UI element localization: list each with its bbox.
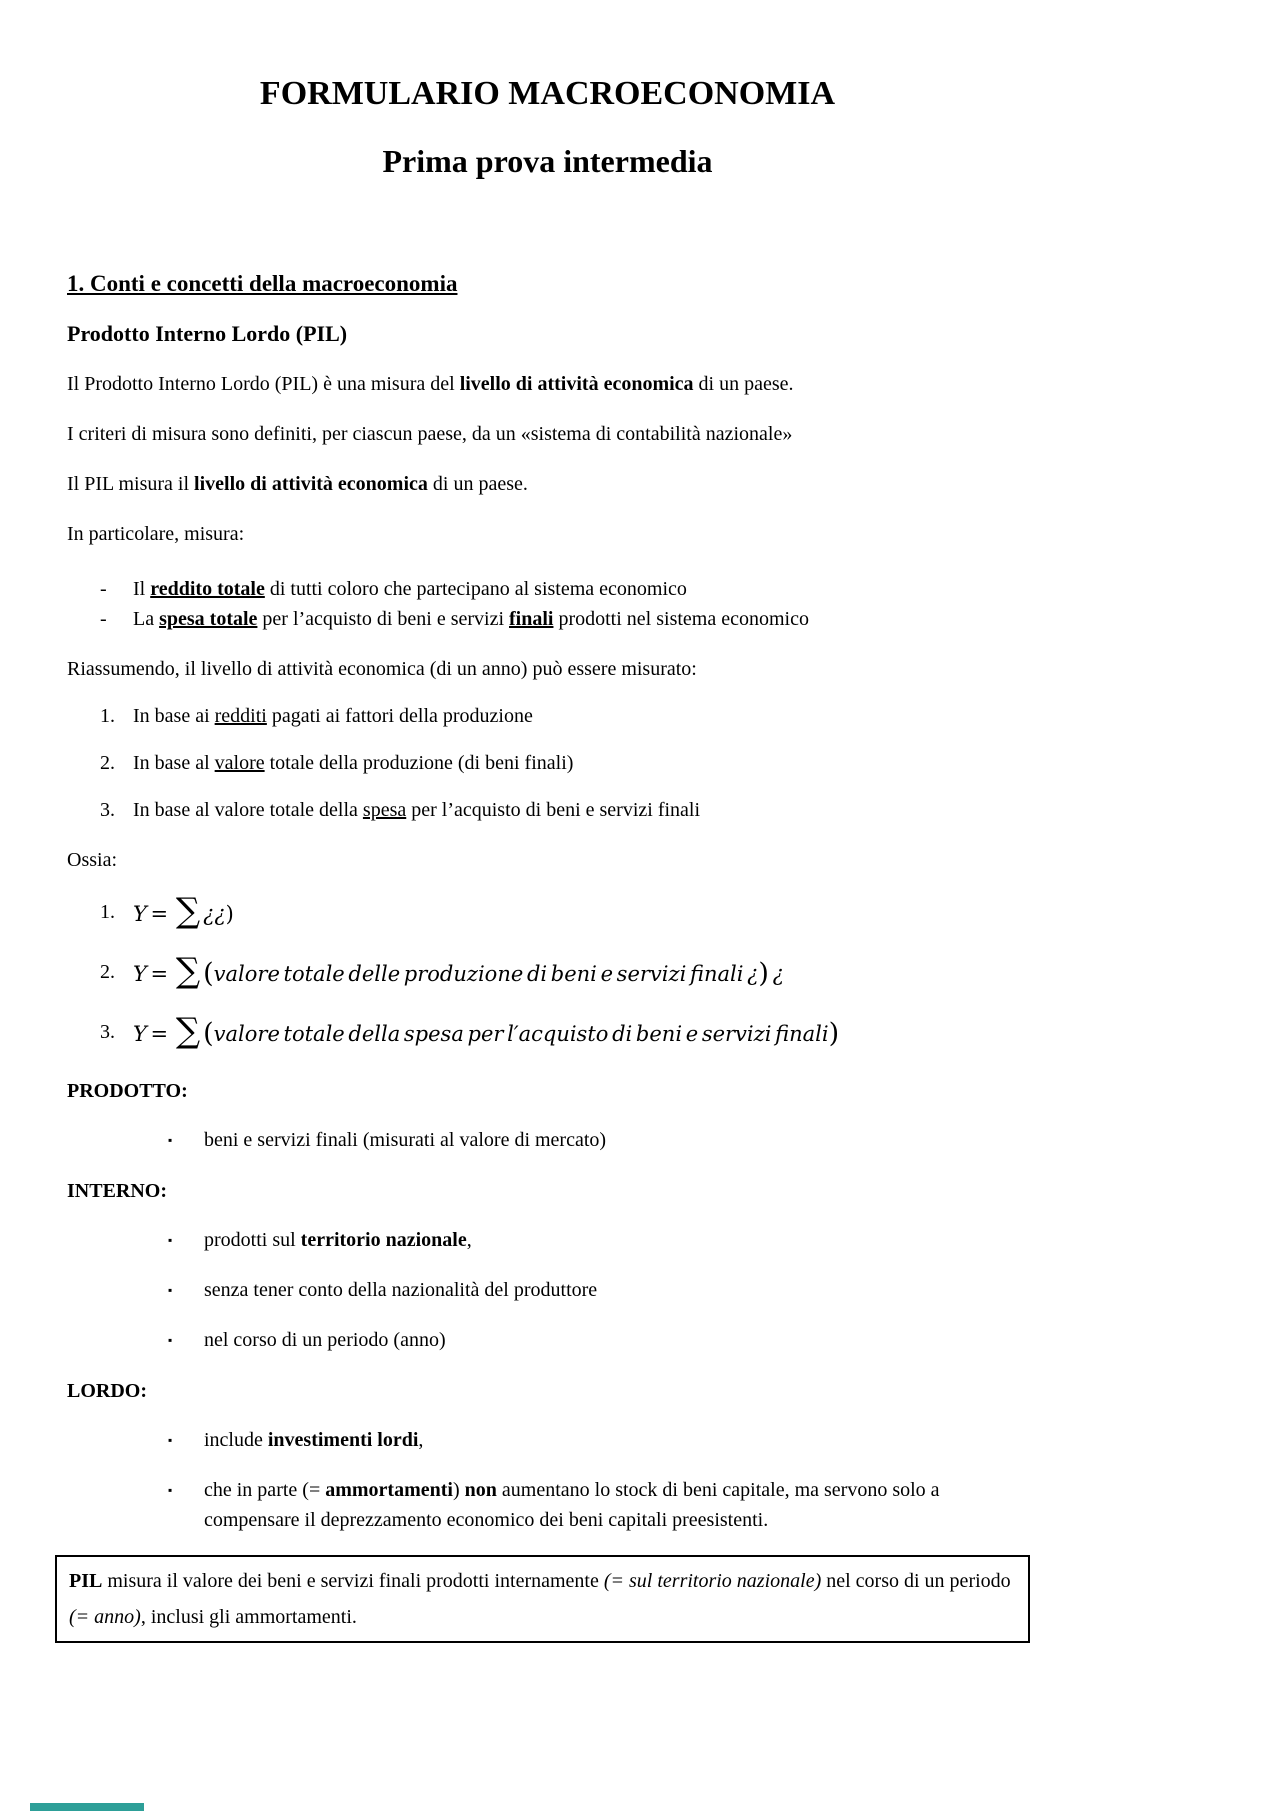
list-number: 1.	[100, 900, 115, 923]
definition-bullet	[67, 1475, 1028, 1535]
page-title: FORMULARIO MACROECONOMIA	[259, 75, 836, 112]
list-item-text: La spesa totale per l’acquisto di beni e servizi finali prodotti nel sistema economico	[133, 608, 809, 630]
definition-bullet	[67, 1425, 1028, 1455]
bullet-text: beni e servizi finali (misurati al valore di mercato)	[204, 1129, 607, 1151]
dash-marker: -	[100, 578, 107, 600]
paragraph-criteri: I criteri di misura sono definiti, per ciascun paese, da un «sistema di contabilità nazionale»	[67, 423, 793, 445]
list-number: 3.	[100, 799, 115, 821]
paragraph-in-particolare: In particolare, misura:	[67, 523, 245, 545]
list-number: 1.	[100, 705, 115, 727]
definition-term: LORDO:	[67, 1380, 147, 1402]
bullet-text: nel corso di un periodo (anno)	[204, 1329, 446, 1351]
section-heading: 1. Conti e concetti della macroeconomia	[67, 271, 458, 296]
paragraph-ossia: Ossia:	[67, 849, 117, 871]
paragraph-pil-definition: Il Prodotto Interno Lordo (PIL) è una misura del livello di attività economica di un paese.	[67, 373, 794, 395]
bullet-text: che in parte (= ammortamenti) non aumentano lo stock di beni capitale, ma servono solo a compensare il deprezzamento economico dei beni capitali preesistenti.	[204, 1479, 940, 1531]
subsection-heading: Prodotto Interno Lordo (PIL)	[67, 321, 348, 346]
list-number: 2.	[100, 752, 115, 774]
definition-term: PRODOTTO:	[67, 1080, 188, 1102]
definition-bullet	[67, 1275, 1028, 1305]
document-content	[67, 0, 1028, 1643]
measure-numbered-list	[67, 703, 1028, 824]
formula-income: Y = ∑ ¿¿)	[133, 890, 234, 931]
square-bullet-icon: ▪	[168, 1483, 173, 1497]
list-item-text: In base al valore totale della spesa per l’acquisto di beni e servizi finali	[133, 799, 701, 821]
definition-interno	[67, 1178, 1028, 1355]
formula-item	[67, 889, 1028, 935]
list-item	[67, 797, 1028, 824]
square-bullet-icon: ▪	[168, 1333, 173, 1347]
paragraph-pil-misura: Il PIL misura il livello di attività economica di un paese.	[67, 473, 528, 495]
list-number: 2.	[100, 960, 115, 983]
list-number: 3.	[100, 1020, 115, 1043]
list-item	[67, 576, 1028, 603]
definition-lordo	[67, 1378, 1028, 1535]
list-item	[67, 703, 1028, 730]
list-item-text: In base ai redditi pagati ai fattori della produzione	[133, 705, 533, 727]
square-bullet-icon: ▪	[168, 1133, 173, 1147]
square-bullet-icon: ▪	[168, 1433, 173, 1447]
square-bullet-icon: ▪	[168, 1233, 173, 1247]
bullet-text: include investimenti lordi,	[204, 1429, 424, 1451]
list-item	[67, 750, 1028, 777]
bullet-text: prodotti sul territorio nazionale,	[204, 1229, 472, 1251]
definition-term: INTERNO:	[67, 1180, 168, 1202]
bullet-text: senza tener conto della nazionalità del produttore	[204, 1279, 598, 1301]
list-item-text: In base al valore totale della produzione (di beni finali)	[133, 752, 574, 774]
definition-bullet	[67, 1325, 1028, 1355]
paragraph-riassumendo: Riassumendo, il livello di attività economica (di un anno) può essere misurato:	[67, 658, 697, 680]
formula-expenditure: Y = ∑ (valore totale della spesa per l′acquisto di beni e servizi finali)	[133, 1010, 840, 1051]
square-bullet-icon: ▪	[168, 1283, 173, 1297]
list-item	[67, 606, 1028, 633]
formula-item	[67, 949, 1028, 995]
teal-accent-bar	[30, 1803, 144, 1811]
definition-prodotto	[67, 1078, 1028, 1155]
formula-list	[67, 889, 1028, 1055]
definition-bullet	[67, 1225, 1028, 1255]
list-item-text: Il reddito totale di tutti coloro che partecipano al sistema economico	[133, 578, 687, 600]
pil-definition-box: PIL misura il valore dei beni e servizi finali prodotti internamente (= sul territorio nazionale) nel corso di un periodo (= anno), inclusi gli ammortamenti.	[55, 1555, 1030, 1643]
dash-list	[67, 576, 1028, 633]
formula-production: Y = ∑ (valore totale delle produzione di beni e servizi finali ¿) ¿	[133, 950, 784, 991]
formula-item	[67, 1009, 1028, 1055]
page-subtitle: Prima prova intermedia	[382, 143, 713, 179]
dash-marker: -	[100, 608, 107, 630]
definition-bullet	[67, 1125, 1028, 1155]
